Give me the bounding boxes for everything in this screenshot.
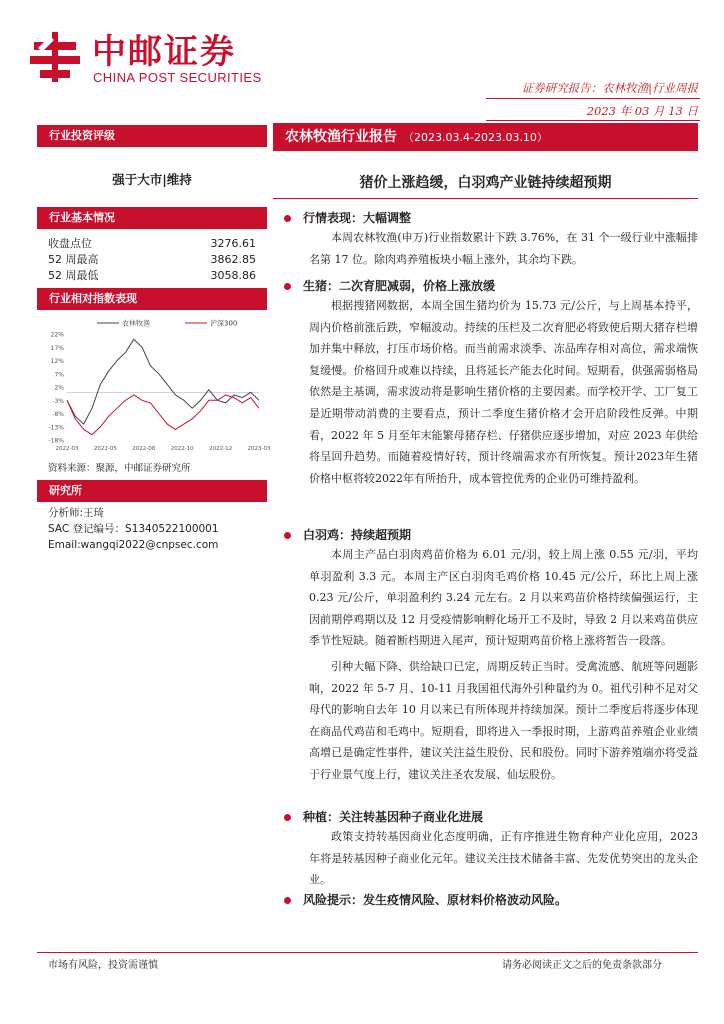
x-axis (56, 446, 271, 452)
y-tick-label: -3% (52, 397, 64, 405)
research-label: 研究所 (37, 480, 267, 502)
header-divider-2 (486, 120, 700, 121)
y-tick-label: -13% (48, 424, 64, 432)
series-group (67, 339, 259, 434)
footer-left: 市场有风险，投资需谨慎 (48, 960, 158, 971)
index-label: 行业相对指数表现 (37, 288, 267, 310)
y-tick-label: 2% (54, 384, 64, 392)
stat-label: 收盘点位 (48, 237, 92, 250)
stat-label: 52 周最高 (48, 253, 99, 266)
x-tick-label: 2022-03 (55, 446, 79, 452)
section-heading: 种植：关注转基因种子商业化进展 (303, 810, 484, 824)
stats-table (48, 236, 256, 284)
series-line (67, 395, 259, 435)
chart-svg (37, 312, 271, 458)
series-line (67, 339, 259, 424)
section-broiler (284, 526, 698, 786)
legend-label: 沪深300 (210, 319, 238, 328)
y-tick-label: 7% (54, 371, 64, 379)
section-paragraph: 政策支持转基因商业化态度明确，正有序推进生物育种产业化应用，2023 年将是转基因种子商业化元年。建议关注技术储备丰富、先发优势突出的龙头企业。 (309, 830, 698, 887)
section-paragraph: 本周农林牧渔(申万)行业指数累计下跌 3.76%，在 31 个一级行业中涨幅排名第 17 位。除肉鸡养殖板块小幅上涨外，其余均下跌。 (309, 231, 698, 266)
legend-label: 农林牧渔 (122, 319, 150, 328)
relative-index-chart (37, 312, 271, 458)
x-tick-label: 2022-05 (93, 446, 117, 452)
section-market (284, 209, 698, 270)
report-period: （2023.03.4-2023.03.10） (403, 131, 548, 144)
china-post-logo-icon (26, 28, 84, 86)
y-tick-label: -18% (48, 437, 64, 445)
section-heading: 风险提示：发生疫情风险、原材料价格波动风险。 (303, 893, 568, 907)
stat-value: 3276.61 (210, 237, 256, 250)
section-paragraph: 本周主产品白羽肉鸡苗价格为 6.01 元/羽，较上周上涨 0.55 元/羽，平均单羽盈利 3.3 元。本周主产区白羽肉毛鸡价格 10.45 元/公斤，环比上周上涨 0.23 元/公斤，单羽盈利约 3.24 元左右。2 月以来鸡苗价格持续偏强运行，主因前期停鸡期以及 12 月受疫情影响孵化场开工不及时，导致 2 月以来鸡苗供应季节性短缺。随着断档期进入尾声，预计短期鸡苗价格上涨将暂告一段落。 (309, 548, 698, 648)
section-heading: 生猪：二次育肥减弱，价格上涨放缓 (303, 279, 496, 293)
report-type: 证券研究报告：农林牧渔|行业周报 (521, 81, 698, 95)
sac-number: SAC 登记编号：S1340522100001 (48, 523, 219, 535)
stat-value: 3058.86 (210, 269, 256, 282)
section-heading: 行情表现：大幅调整 (303, 211, 412, 225)
x-tick-label: 2022-08 (132, 446, 156, 452)
headline-rule (273, 198, 698, 199)
footer-right: 请务必阅读正文之后的免责条款部分 (502, 960, 662, 971)
rating-value: 强于大市|维持 (112, 172, 192, 187)
basics-label: 行业基本情况 (37, 207, 267, 229)
bullet-icon (284, 215, 291, 222)
footer-divider (37, 952, 698, 953)
y-axis (48, 332, 64, 445)
y-tick-label: -8% (52, 411, 64, 418)
stat-row (48, 236, 256, 252)
stat-label: 52 周最低 (48, 269, 99, 282)
report-title: 农林牧渔行业报告 (285, 129, 397, 145)
rating-label: 行业投资评级 (37, 125, 267, 147)
headline: 猪价上涨趋缓，白羽鸡产业链持续超预期 (359, 175, 612, 191)
header-divider (486, 98, 700, 99)
bullet-icon (284, 532, 291, 539)
bullet-icon (284, 814, 291, 821)
brand-name-cn: 中邮证券 (92, 32, 236, 72)
report-title-bar (273, 123, 698, 151)
y-tick-label: 17% (50, 344, 64, 352)
legend (97, 319, 237, 328)
section-risk (284, 891, 698, 909)
section-paragraph: 根据搜猪网数据，本周全国生猪均价为 15.73 元/公斤，与上周基本持平，周内价格前涨后跌，窄幅波动。持续的压栏及二次育肥必将致使后期大猪存栏增加并集中释放，打压市场价格。而当前需求淡季、冻品库存相对高位，需求端恢复缓慢。价格回升或难以持续，且将延长产能去化时间。短期看，供强需弱格局依然是主基调，需求波动将是影响生猪价格的主要因素。而学校开学、工厂复工是近期带动消费的主要看点，预计二季度生猪价格才会开启阶段性反弹。中期看，2022 年 5 月至年末能繁母猪存栏、仔猪供应逐步增加，对应 2023 年供给将呈回升趋势。而随着疫情好转，预计终端需求亦有所恢复。预计2023年生猪价格中枢将较2022年有所抬升，成本管控优秀的企业仍可维持盈利。 (309, 299, 698, 485)
analyst-block (48, 505, 219, 553)
stat-row (48, 252, 256, 268)
bullet-icon (284, 283, 291, 290)
analyst-email[interactable]: Email:wangqi2022@cnpsec.com (48, 539, 219, 551)
y-tick-label: 12% (50, 358, 64, 365)
x-tick-label: 2023-03 (247, 446, 271, 452)
chart-source: 资料来源：聚源，中邮证券研究所 (48, 463, 191, 474)
brand-name-en: CHINA POST SECURITIES (93, 70, 262, 85)
section-heading: 白羽鸡：持续超预期 (303, 528, 412, 542)
bullet-icon (284, 897, 291, 904)
analyst-name: 分析师:王琦 (48, 507, 105, 519)
x-tick-label: 2022-10 (170, 446, 194, 452)
stat-row (48, 268, 256, 284)
y-tick-label: 22% (50, 331, 64, 339)
x-tick-label: 2022-12 (209, 446, 233, 452)
stat-value: 3862.85 (210, 253, 256, 266)
section-hog (284, 277, 698, 489)
section-planting (284, 808, 698, 891)
section-paragraph: 引种大幅下降、供给缺口已定，周期反转正当时。受禽流感、航班等问题影响，2022 年 5-7 月、10-11 月我国祖代海外引种量约为 0。祖代引种不足对父母代的影响自去年 10 月以来已有所体现并持续加深。预计二季度后将逐步体现在商品代鸡苗和毛鸡中。短期看，即将进入一季报时期，上游鸡苗养殖企业业绩高增已是确定性事件，建议关注益生股份、民和股份。同时下游养殖端亦将受益于行业景气度上行，建议关注圣农发展、仙坛股份。 (309, 659, 698, 781)
report-date: 2023 年 03 月 13 日 (586, 104, 698, 118)
